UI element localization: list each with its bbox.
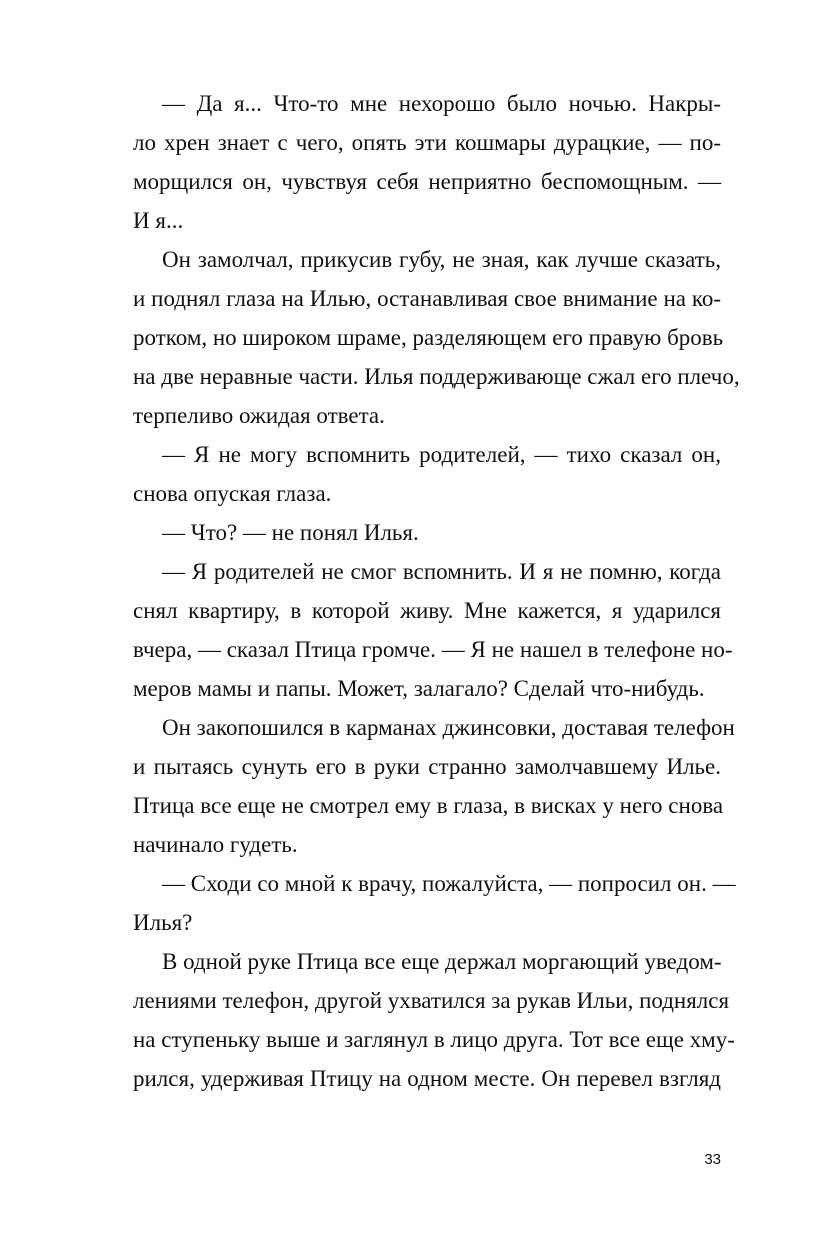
text-line: Птица все еще не смотрел ему в глаза, в висках у него снова	[133, 793, 724, 818]
text-line: В одной руке Птица все еще держал моргающий уведом-	[162, 949, 722, 974]
text-line: — Что? — не понял Илья.	[162, 520, 419, 545]
page-number: 33	[704, 1151, 721, 1168]
text-line: и пытаясь сунуть его в руки странно замолчавшему Илье.	[133, 754, 721, 779]
text-line: — Да я... Что-то мне нехорошо было ночью. Накры-	[162, 91, 721, 116]
paragraph	[133, 552, 733, 708]
text-line: морщился он, чувствуя себя неприятно беспомощным. —	[133, 169, 721, 194]
text-line: Он замолчал, прикусив губу, не зная, как лучше сказать,	[162, 247, 721, 272]
text-line: снял квартиру, в которой живу. Мне кажется, я ударился	[133, 598, 721, 623]
text-line: и поднял глаза на Илью, останавливая свое внимание на ко-	[133, 286, 721, 311]
paragraph	[133, 942, 735, 1098]
text-line: рился, удерживая Птицу на одном месте. Он перевел взгляд	[133, 1066, 721, 1091]
text-line: — Я не могу вспомнить родителей, — тихо сказал он,	[162, 442, 721, 467]
paragraph	[133, 864, 736, 942]
paragraph	[133, 513, 721, 552]
paragraph	[133, 708, 735, 864]
text-line: вчера, — сказал Птица громче. — Я не нашел в телефоне но-	[133, 637, 733, 662]
paragraph	[133, 435, 721, 513]
text-line: И я...	[133, 208, 184, 233]
text-line: — Я родителей не смог вспомнить. И я не помню, когда	[162, 559, 721, 584]
text-line: на ступеньку выше и заглянул в лицо друга. Тот все еще хму-	[133, 1027, 735, 1052]
text-line: Илья?	[133, 910, 193, 935]
text-line: лениями телефон, другой ухватился за рукав Ильи, поднялся	[133, 988, 730, 1013]
paragraph	[133, 240, 740, 435]
text-line: ротком, но широком шраме, разделяющем его правую бровь	[133, 325, 724, 350]
text-line: терпеливо ожидая ответа.	[133, 403, 385, 428]
text-line: Он закопошился в карманах джинсовки, доставая телефон	[162, 715, 735, 740]
page-text	[133, 84, 740, 1098]
text-line: снова опуская глаза.	[133, 481, 332, 506]
paragraph	[133, 84, 721, 240]
text-line: ло хрен знает с чего, опять эти кошмары дурацкие, — по-	[133, 130, 721, 155]
text-line: на две неравные части. Илья поддерживающе сжал его плечо,	[133, 364, 740, 389]
text-line: меров мамы и папы. Может, залагало? Сделай что-нибудь.	[133, 676, 705, 701]
text-line: начинало гудеть.	[133, 832, 298, 857]
text-line: — Сходи со мной к врачу, пожалуйста, — попросил он. —	[162, 871, 736, 896]
